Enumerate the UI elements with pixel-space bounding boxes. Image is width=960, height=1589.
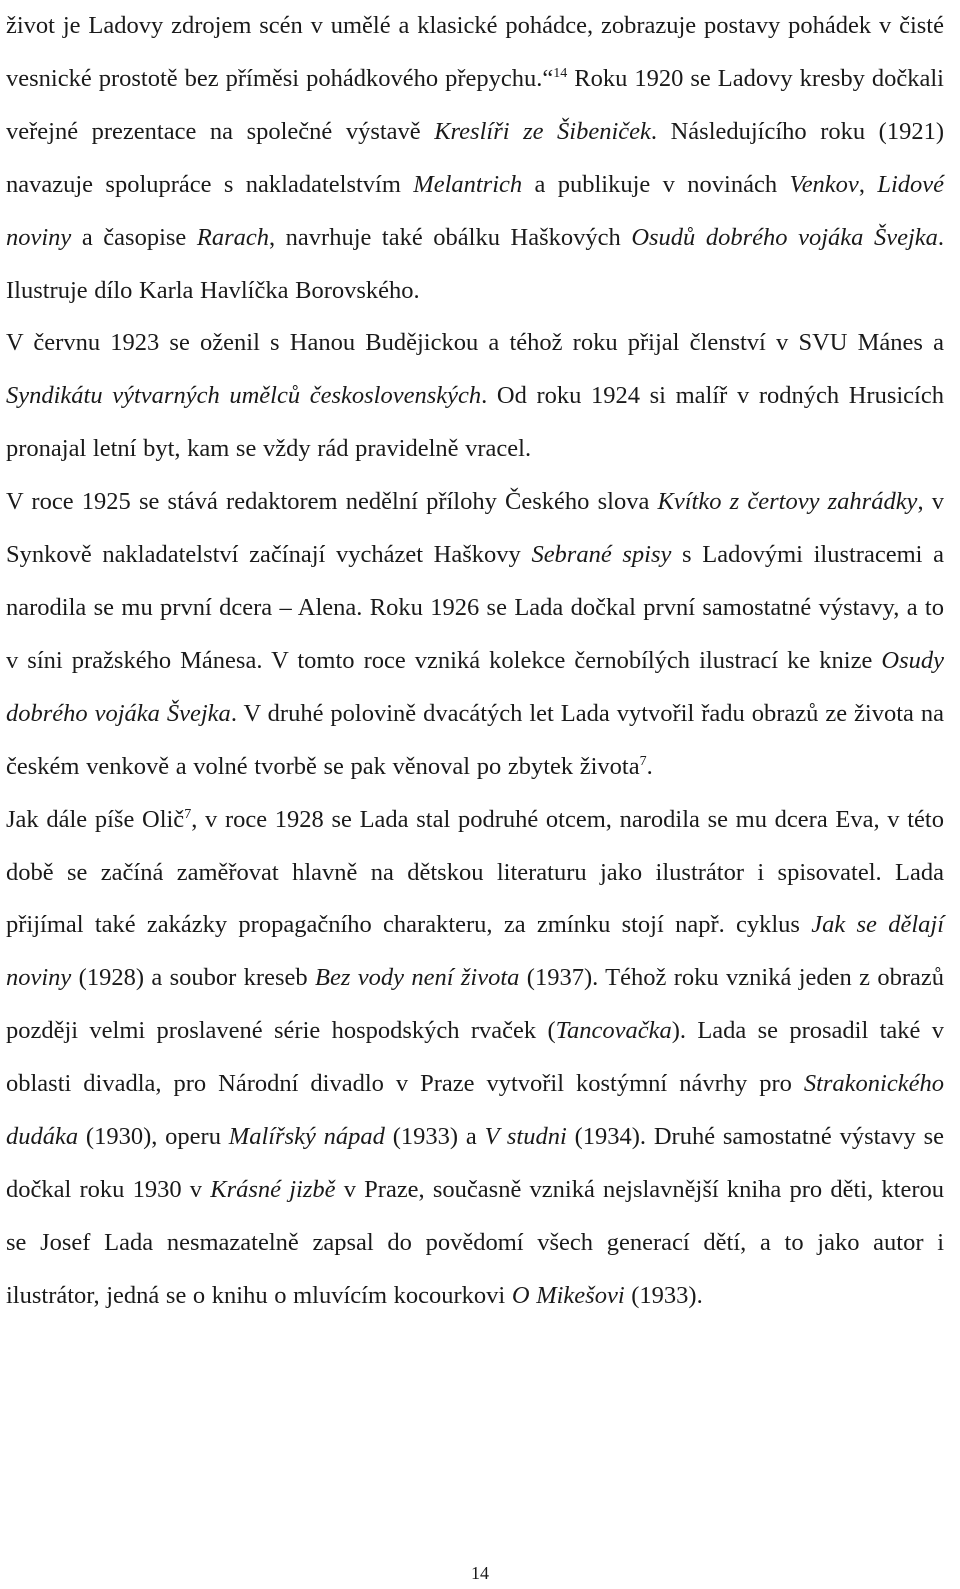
italic-title: Tancovačka [555,1017,672,1045]
text-run: . [646,752,653,780]
italic-title: Bez vody není života [314,964,520,992]
text-run: , v Synkově nakladatelství začínají vycházet Haškovy [6,488,944,569]
italic-title: Osudy dobrého vojáka Švejka [6,646,944,727]
text-run: , [858,170,878,198]
italic-title: O Mikešovi [511,1281,625,1309]
italic-title: Osudů dobrého vojáka Švejka [631,223,938,251]
page-number: 14 [471,1563,489,1583]
italic-title: Rarach [196,223,269,251]
italic-title: Krásné jizbě [210,1175,336,1203]
text-run: , navrhuje také obálku Haškových [268,223,632,251]
text-run: (1933). [624,1281,703,1309]
text-run: . Ilustruje dílo Karla Havlíčka Borovského. [6,223,944,304]
text-run: ). Lada se prosadil také v oblasti divadla, pro Národní divadlo v Praze vytvořil kostýmní návrhy pro [6,1017,944,1098]
document-body [6,0,944,1323]
paragraph [6,794,944,1323]
text-run: a časopise [71,223,197,251]
paragraph [6,0,944,317]
text-run: (1934). Druhé samostatné výstavy se dočkal roku 1930 v [6,1123,944,1203]
italic-title: Kreslíři ze Šibeniček [434,117,651,145]
paragraph [6,317,944,476]
text-run: Jak dále píše Olič [6,805,185,833]
text-run: s Ladovými ilustracemi a narodila se mu první dcera – Alena. Roku 1926 se Lada dočkal první samostatné výstavy, a to v síni pražského Mánesa. V tomto roce vzniká kolekce černobílých ilustrací ke knize [6,541,944,674]
paragraph [6,476,944,793]
text-run: . Následujícího roku (1921) navazuje spolupráce s nakladatelstvím [6,117,944,198]
footnote-reference: 7 [184,806,192,822]
text-run: život je Ladovy zdrojem scén v umělé a klasické pohádce, zobrazuje postavy pohádek v čisté vesnické prostotě bez příměsi pohádkového přepychu.“ [6,12,944,92]
text-run: (1937). Téhož roku vzniká jeden z obrazů později velmi proslavené série hospodských rvaček ( [6,964,945,1045]
text-run: V červnu 1923 se oženil s Hanou Budějickou a téhož roku přijal členství v SVU Mánes a [6,329,944,357]
text-run: (1928) a soubor kreseb [71,964,315,992]
italic-title: Venkov [789,170,859,198]
text-run: a publikuje v novinách [522,170,790,198]
text-run: , v roce 1928 se Lada stal podruhé otcem, narodila se mu dcera Eva, v této době se začíná zaměřovat hlavně na dětskou literaturu jako ilustrátor i spisovatel. Lada přijímal také zakázky propagačního charakteru, za zmínku stojí např. cyklus [6,805,944,939]
italic-title: Strakonického dudáka [6,1070,944,1151]
text-run: . Od roku 1924 si malíř v rodných Hrusicích pronajal letní byt, kam se vždy rád pravidelně vracel. [6,382,944,463]
text-run: v Praze, současně vzniká nejslavnější kniha pro děti, kterou se Josef Lada nesmazatelně zapsal do povědomí všech generací dětí, a to jako autor i ilustrátor, jedná se o knihu o mluvícím kocourkovi [6,1175,945,1309]
italic-title: V studni [484,1123,567,1151]
text-run: V roce 1925 se stává redaktorem nedělní přílohy Českého slova [6,488,658,516]
text-run: Roku 1920 se Ladovy kresby dočkali veřejné prezentace na společné výstavě [6,64,944,145]
text-run: (1930), operu [78,1123,229,1151]
italic-title: Kvítko z čertovy zahrádky [657,488,918,516]
italic-title: Syndikátu výtvarných umělců československých [6,382,482,410]
text-run: (1933) a [384,1123,485,1151]
italic-title: Sebrané spisy [531,541,672,569]
italic-title: Melantrich [413,170,523,198]
footnote-reference: 7 [639,753,647,769]
italic-title: Jak se dělají noviny [6,911,944,992]
italic-title: Malířský nápad [228,1123,385,1151]
text-run: . V druhé polovině dvacátých let Lada vytvořil řadu obrazů ze života na českém venkově a volné tvorbě se pak věnoval po zbytek života [6,699,944,780]
footnote-reference: 14 [553,65,568,81]
italic-title: Lidové noviny [6,170,944,251]
